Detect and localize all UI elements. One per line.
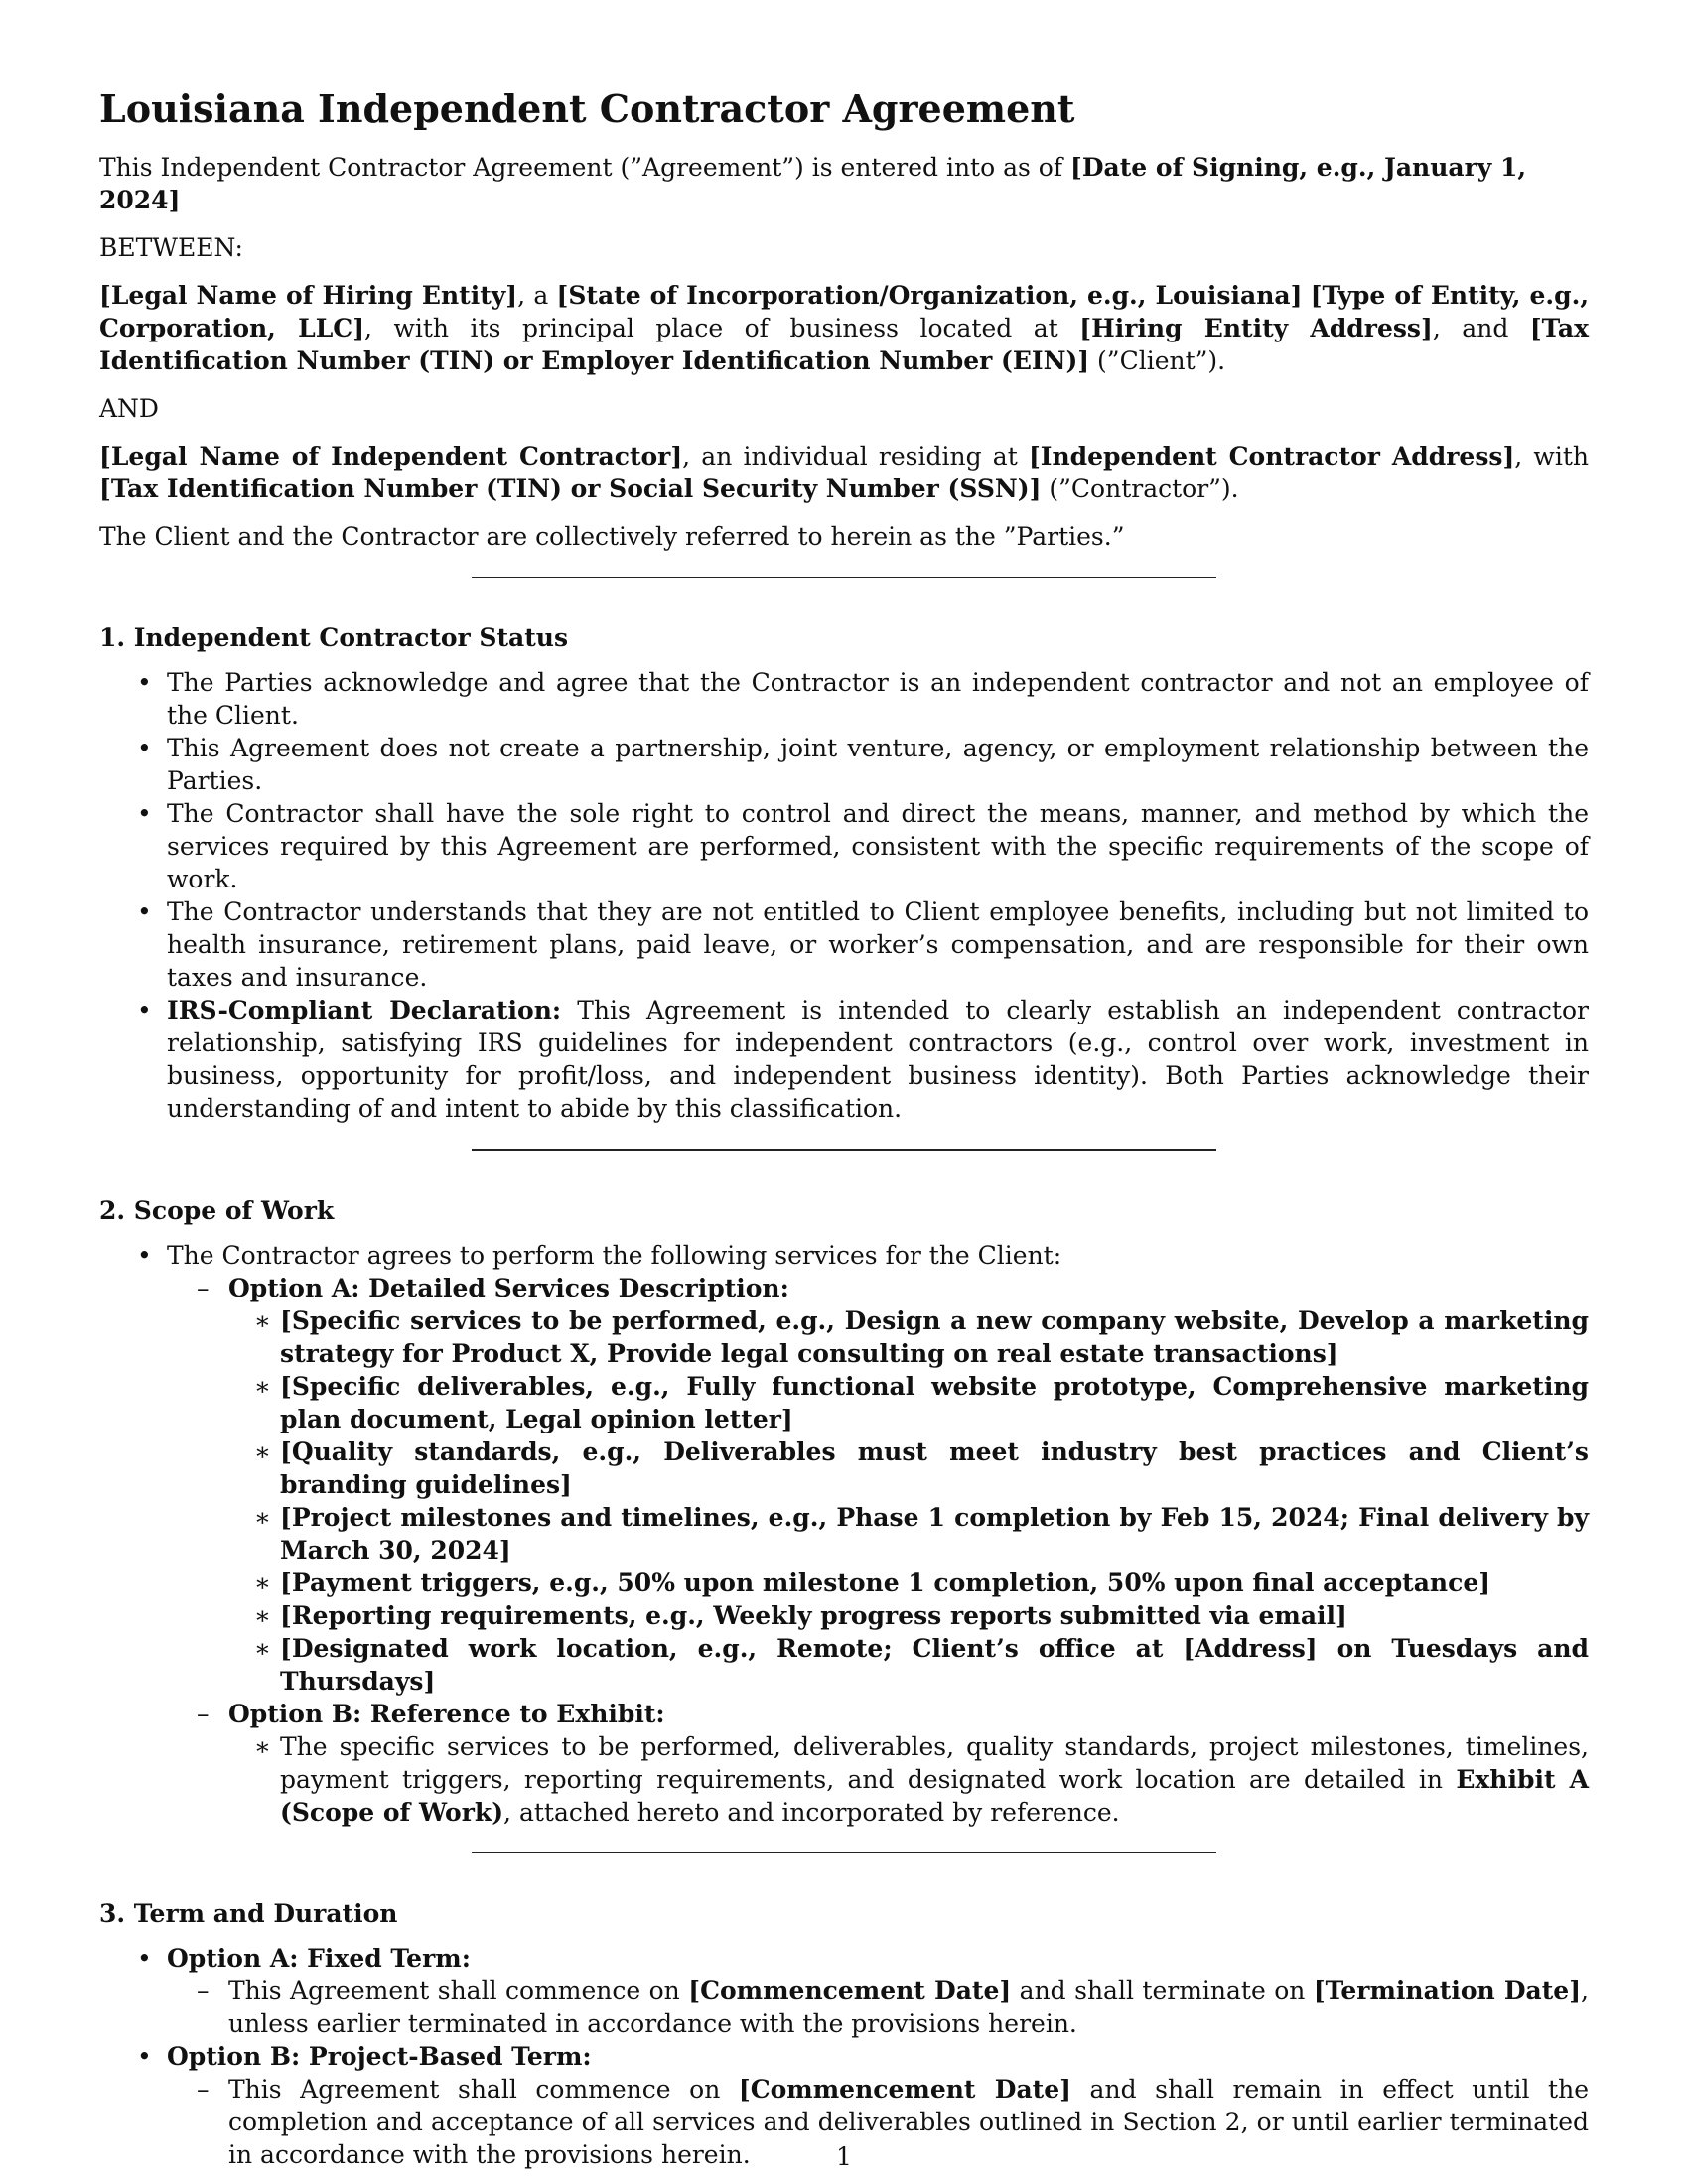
list-item	[228, 1599, 1589, 1632]
contractor-address-placeholder: [Independent Contractor Address]	[1028, 442, 1515, 471]
client-tin-placeholder: [Tax Identification Number (TIN) or Employer Identification Number (EIN)]	[99, 314, 1589, 375]
option-a-label: Option A: Detailed Services Description:	[228, 1274, 789, 1302]
client-name-placeholder: [Legal Name of Hiring Entity]	[99, 281, 518, 310]
placeholder-text: [Specific services to be performed, e.g., Design a new company website, Develop a marketing strategy for Product X, Provide legal consulting on real estate transactions]	[280, 1306, 1589, 1368]
date-placeholder: [Date of Signing, e.g., January 1, 2024]	[99, 153, 1527, 214]
option-b-item	[167, 1698, 1589, 1829]
term-b-text-2: and shall remain in effect until the completion and acceptance of all services and deliverables outlined in Section 2, or until earlier terminated in accordance with the provisions herein.	[228, 2075, 1589, 2169]
horizontal-rule	[472, 1852, 1216, 1853]
option-b-text-2: , attached hereto and incorporated by reference.	[503, 1798, 1120, 1827]
client-text-2	[1302, 281, 1310, 310]
section-3-list	[99, 1942, 1589, 2171]
section-1-list	[99, 666, 1589, 1125]
termination-date-placeholder: [Termination Date]	[1313, 1977, 1582, 2005]
client-text-3: , with its principal place of business located at	[364, 314, 1080, 342]
client-text-4: , and	[1432, 314, 1530, 342]
term-option-b-label: Option B: Project-Based Term:	[167, 2042, 592, 2071]
irs-declaration-text: This Agreement is intended to clearly establish an independent contractor relationship, satisfying IRS guidelines for independent contractors (e.g., control over work, investment in business, opportunity for profit/loss, and independent business identity). Both Parties acknowledge their understanding of and intent to abide by this classification.	[167, 996, 1589, 1123]
list-item	[228, 1730, 1589, 1829]
list-item	[99, 1942, 1589, 2040]
list-item	[167, 1975, 1589, 2040]
document-title: Louisiana Independent Contractor Agreement	[99, 86, 1075, 131]
list-item: • This Agreement does not create a partnership, joint venture, agency, or employment relationship between the Parties.	[99, 732, 1589, 797]
placeholder-text: [Reporting requirements, e.g., Weekly progress reports submitted via email]	[280, 1601, 1347, 1630]
contractor-name-placeholder: [Legal Name of Independent Contractor]	[99, 442, 683, 471]
contractor-tin-placeholder: [Tax Identification Number (TIN) or Social Security Number (SSN)]	[99, 475, 1042, 503]
horizontal-rule	[472, 1149, 1216, 1151]
list-item	[228, 1370, 1589, 1435]
list-item	[228, 1435, 1589, 1501]
term-a-text-1: This Agreement shall commence on	[228, 1977, 689, 2005]
between-label: BETWEEN:	[99, 233, 243, 262]
intro-text: This Independent Contractor Agreement (”Agreement”) is entered into as of	[99, 153, 1071, 182]
term-b-text-1: This Agreement shall commence on	[228, 2075, 739, 2104]
placeholder-text: [Designated work location, e.g., Remote; Client’s office at [Address] on Tuesdays and Thursdays]	[280, 1634, 1589, 1696]
client-state-placeholder: [State of Incorporation/Organization, e.g., Louisiana]	[556, 281, 1303, 310]
option-a-sublist	[228, 1304, 1589, 1698]
option-b-label: Option B: Reference to Exhibit:	[228, 1700, 665, 1728]
intro-paragraph	[99, 151, 1589, 216]
commencement-date-placeholder: [Commencement Date]	[738, 2075, 1071, 2104]
section-2-heading: 2. Scope of Work	[99, 1196, 335, 1225]
section-1-heading: 1. Independent Contractor Status	[99, 623, 569, 652]
option-b-sublist	[228, 1730, 1589, 1829]
list-item	[228, 1501, 1589, 1567]
placeholder-text: [Quality standards, e.g., Deliverables must meet industry best practices and Client’s branding guidelines]	[280, 1437, 1589, 1499]
client-text-1: , a	[517, 281, 557, 310]
option-b-text-1: The specific services to be performed, deliverables, quality standards, project milestones, timelines, payment triggers, reporting requirements, and designated work location are detailed in	[280, 1732, 1589, 1794]
term-a-text-3: , unless earlier terminated in accordance with the provisions herein.	[228, 1977, 1589, 2038]
option-a-item	[167, 1272, 1589, 1698]
list-item	[228, 1304, 1589, 1370]
document-page	[99, 85, 1589, 2181]
commencement-date-placeholder: [Commencement Date]	[688, 1977, 1012, 2005]
parties-paragraph: The Client and the Contractor are collectively referred to herein as the ”Parties.”	[99, 522, 1125, 551]
section-2-list	[99, 1239, 1589, 1829]
client-text-5: (”Client”).	[1089, 346, 1226, 375]
section-2-options	[167, 1272, 1589, 1829]
contractor-text-2: , with	[1514, 442, 1589, 471]
page-number: 1	[836, 2142, 852, 2171]
section-2-lead: The Contractor agrees to perform the following services for the Client:	[167, 1241, 1062, 1270]
list-item	[228, 1567, 1589, 1599]
irs-declaration-item	[99, 994, 1589, 1125]
list-item	[99, 1239, 1589, 1829]
contractor-text-3: (”Contractor”).	[1041, 475, 1239, 503]
client-paragraph	[99, 279, 1589, 377]
placeholder-text: [Specific deliverables, e.g., Fully functional website prototype, Comprehensive marketing plan document, Legal opinion letter]	[280, 1372, 1589, 1433]
list-item: • The Parties acknowledge and agree that the Contractor is an independent contractor and not an employee of the Client.	[99, 666, 1589, 732]
irs-declaration-label: IRS-Compliant Declaration:	[167, 996, 562, 1024]
exhibit-reference: Exhibit A (Scope of Work)	[280, 1765, 1589, 1827]
term-a-text-2: and shall terminate on	[1011, 1977, 1314, 2005]
list-item: • The Contractor shall have the sole right to control and direct the means, manner, and method by which the services required by this Agreement are performed, consistent with the specific requirements of the scope of work.	[99, 797, 1589, 895]
placeholder-text: [Payment triggers, e.g., 50% upon milestone 1 completion, 50% upon final acceptance]	[280, 1569, 1491, 1597]
horizontal-rule	[472, 577, 1216, 578]
client-address-placeholder: [Hiring Entity Address]	[1079, 314, 1433, 342]
term-option-a-sublist	[167, 1975, 1589, 2040]
contractor-text-1: , an individual residing at	[682, 442, 1029, 471]
contractor-paragraph	[99, 440, 1589, 505]
section-3-heading: 3. Term and Duration	[99, 1899, 398, 1928]
and-label: AND	[99, 394, 159, 423]
list-item: • The Contractor understands that they are not entitled to Client employee benefits, including but not limited to health insurance, retirement plans, paid leave, or worker’s compensation, and are responsible for their own taxes and insurance.	[99, 895, 1589, 994]
list-item	[228, 1632, 1589, 1698]
client-entity-type-placeholder: [Type of Entity, e.g., Corporation, LLC]	[99, 281, 1590, 342]
placeholder-text: [Project milestones and timelines, e.g., Phase 1 completion by Feb 15, 2024; Final delivery by March 30, 2024]	[280, 1503, 1589, 1565]
term-option-a-label: Option A: Fixed Term:	[167, 1944, 471, 1973]
